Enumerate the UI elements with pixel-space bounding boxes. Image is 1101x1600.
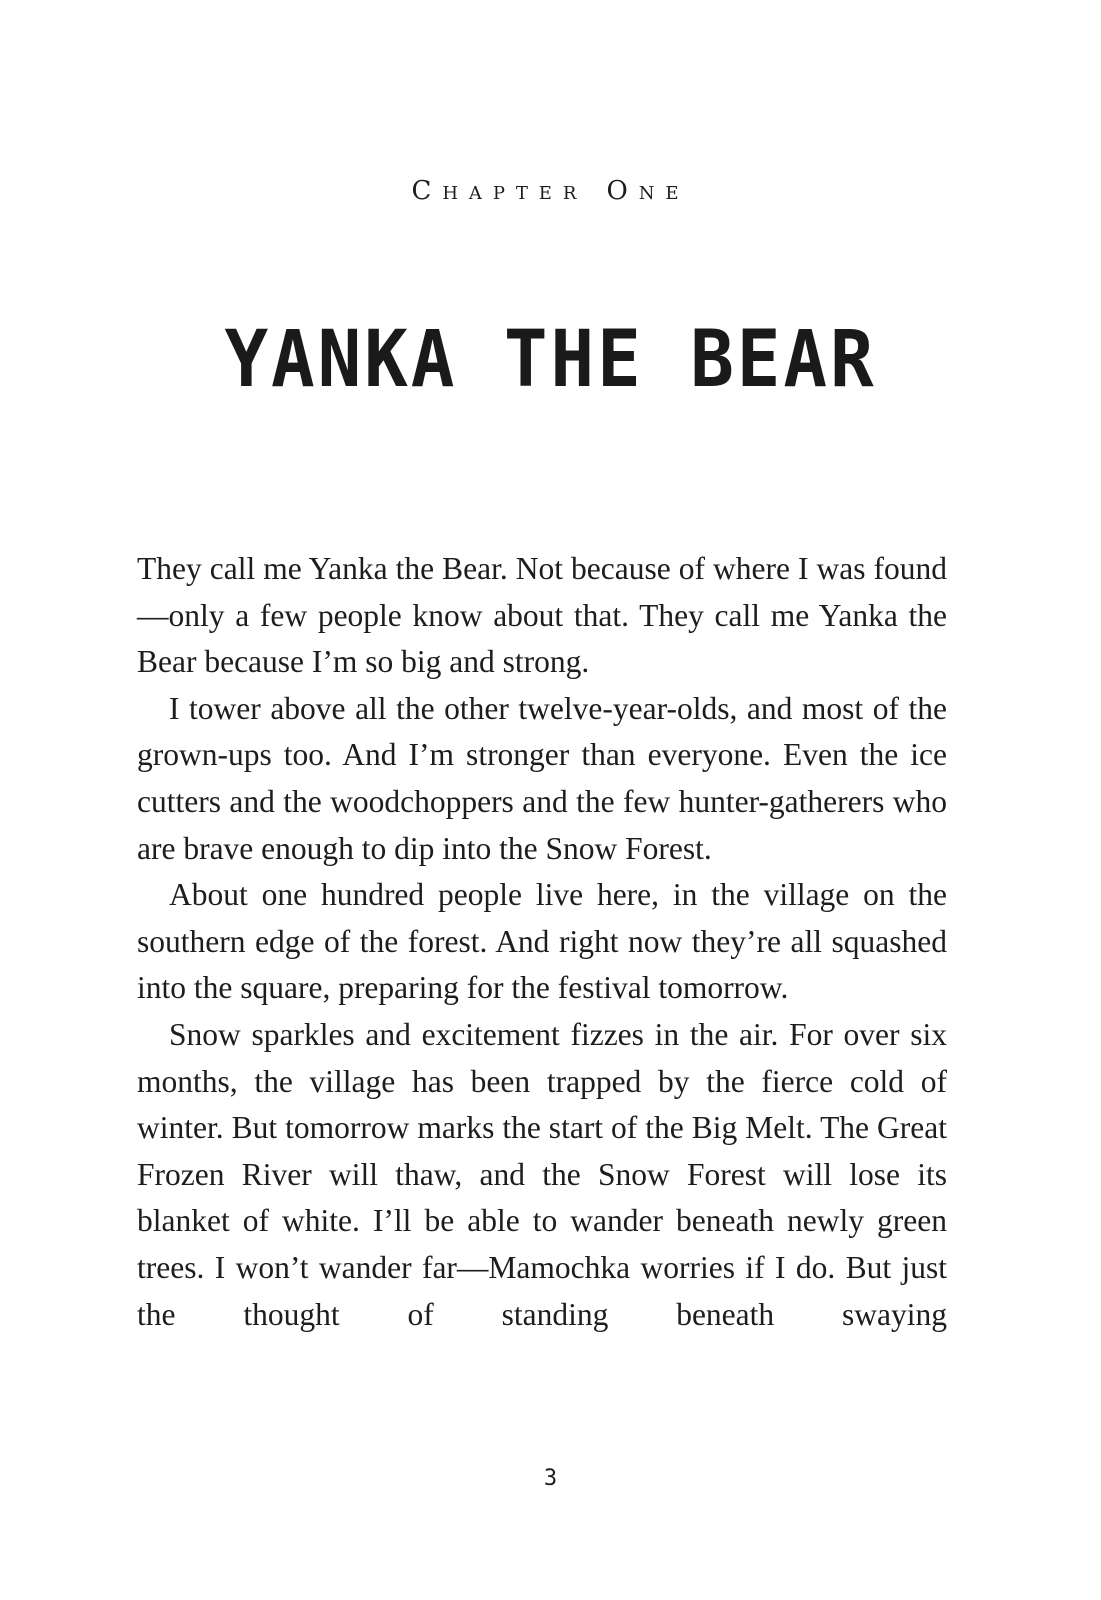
- chapter-title: YANKA THE BEAR: [224, 315, 877, 405]
- page-number: 3: [543, 1466, 558, 1491]
- paragraph: About one hundred people live here, in the village on the southern edge of the forest. And right now they’re all squashed into the square, preparing for the festival tomorrow.: [137, 877, 947, 1006]
- paragraph: They call me Yanka the Bear. Not because of where I was found—only a few people know about that. They call me Yanka the Bear because I’m so big and strong.: [137, 551, 947, 680]
- paragraph: Snow sparkles and excitement fizzes in the air. For over six months, the village has been trapped by the fierce cold of winter. But tomorrow marks the start of the Big Melt. The Great Frozen River will thaw, and the Snow Forest will lose its blanket of white. I’ll be able to wander beneath newly green trees. I won’t wander far—Mamochka worries if I do. But just the thought of standing beneath swaying: [137, 1016, 947, 1332]
- chapter-label: Chapter One: [411, 176, 690, 206]
- chapter-body: [137, 546, 947, 1338]
- paragraph: I tower above all the other twelve-year-olds, and most of the grown-ups too. And I’m stronger than everyone. Even the ice cutters and the woodchoppers and the few hunter-gatherers who are brave enough to dip into the Snow Forest.: [137, 690, 947, 866]
